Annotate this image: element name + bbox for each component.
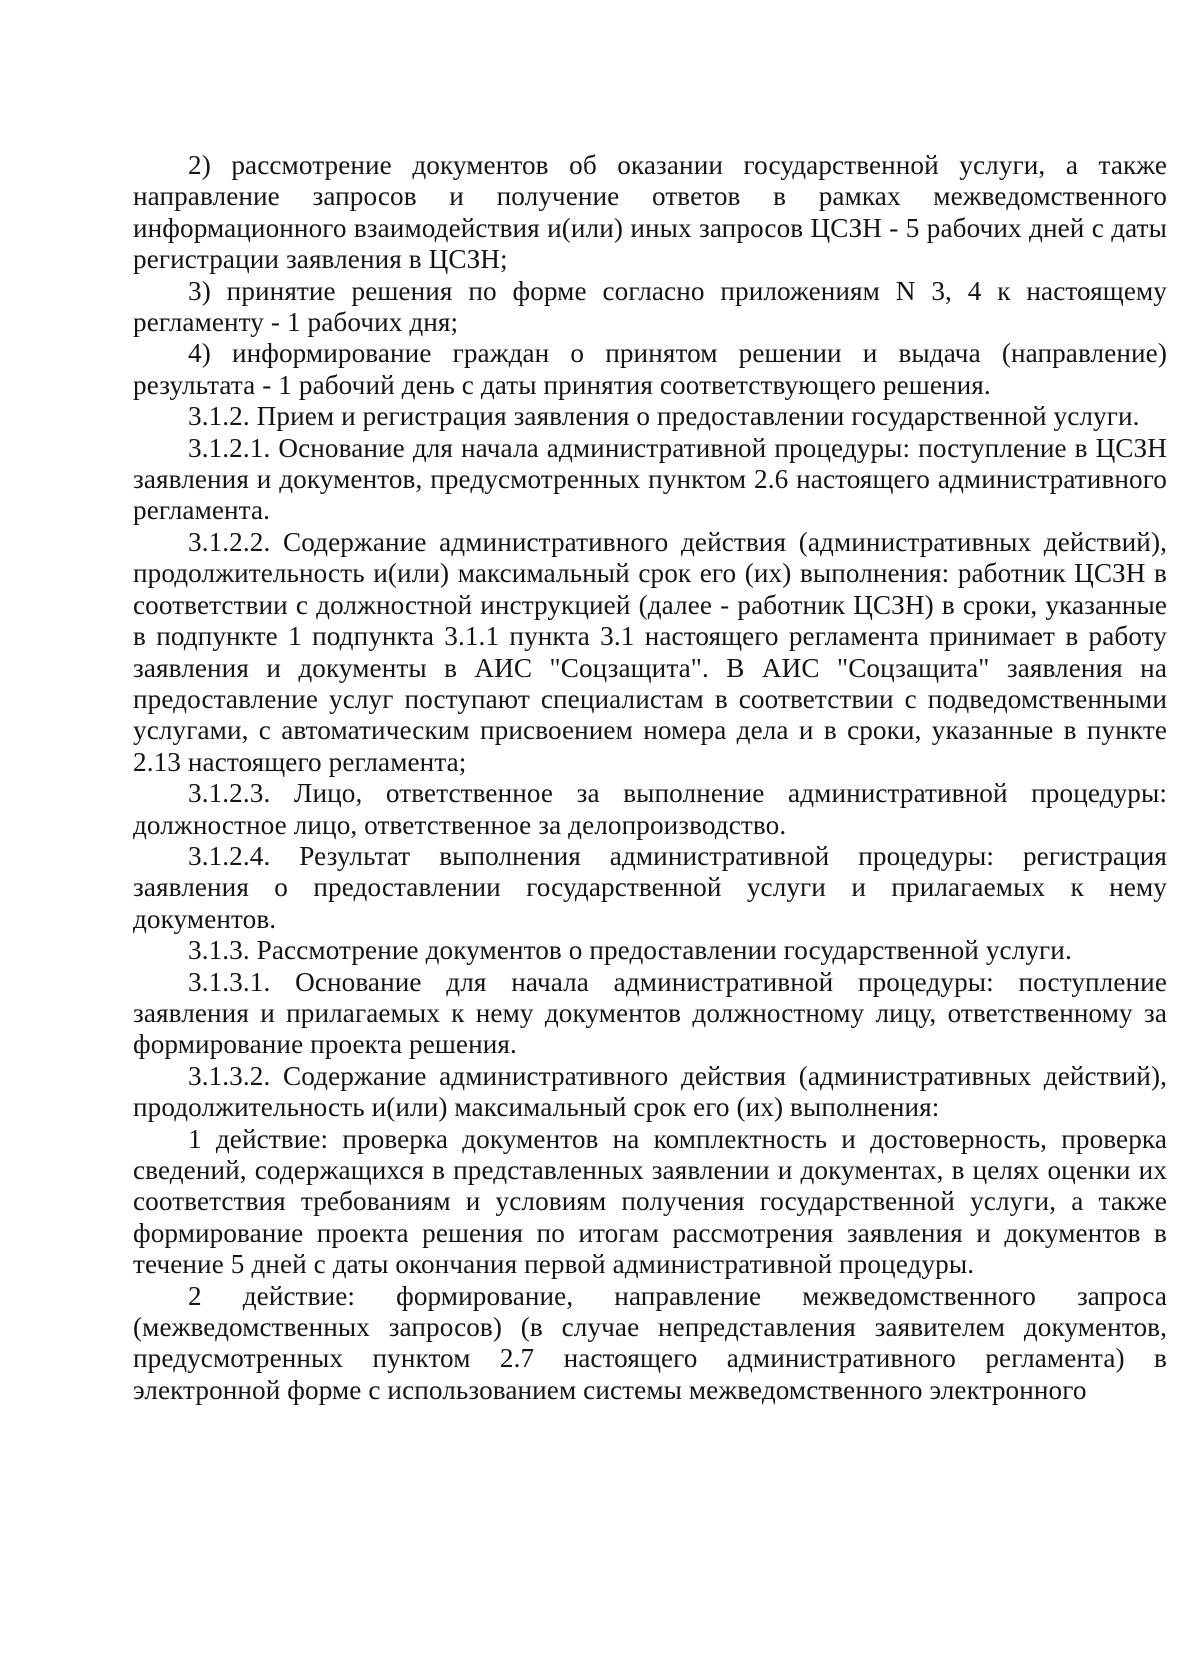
paragraph-3-1-2-3: 3.1.2.3. Лицо, ответственное за выполнение административной процедуры: должностное лицо, ответственное за делопроизводство. [133,778,1167,840]
paragraph-3-1-3-2: 3.1.3.2. Содержание административного действия (административных действий), продолжительность и(или) максимальный срок его (их) выполнения: [133,1060,1167,1123]
document-body [133,150,1167,1406]
paragraph-3-1-3-1: 3.1.3.1. Основание для начала административной процедуры: поступление заявления и прилагаемых к нему документов должностному лицу, ответственному за формирование проекта решения. [133,966,1167,1060]
paragraph-3-1-2: 3.1.2. Прием и регистрация заявления о предоставлении государственной услуги. [188,401,1140,432]
paragraph-action-1: 1 действие: проверка документов на комплектность и достоверность, проверка сведений, содержащихся в представленных заявлении и документах, в целях оценки их соответствия требованиям и условиям получения государственной услуги, а также формирование проекта решения по итогам рассмотрения заявления и документов в течение 5 дней с даты окончания первой административной процедуры. [133,1123,1167,1280]
paragraph-stage-3: 3) принятие решения по форме согласно приложениям N 3, 4 к настоящему регламенту - 1 рабочих дня; [133,275,1167,338]
paragraph-3-1-3: 3.1.3. Рассмотрение документов о предоставлении государственной услуги. [188,935,1072,966]
paragraph-3-1-2-4: 3.1.2.4. Результат выполнения административной процедуры: регистрация заявления о предоставлении государственной услуги и прилагаемых к нему документов. [133,840,1167,934]
paragraph-3-1-2-2: 3.1.2.2. Содержание административного действия (административных действий), продолжительность и(или) максимальный срок его (их) выполнения: работник ЦСЗН в соответствии с должностной инструкцией (далее - работник ЦСЗН) в сроки, указанные в подпункте 1 подпункта 3.1.1 пункта 3.1 настоящего регламента принимает в работу заявления и документы в АИС "Соцзащита". В АИС "Соцзащита" заявления на предоставление услуг поступают специалистам в соответствии с подведомственными услугами, с автоматическим присвоением номера дела и в сроки, указанные в пункте 2.13 настоящего регламента; [133,526,1167,777]
paragraph-action-2: 2 действие: формирование, направление межведомственного запроса (межведомственных запросов) (в случае непредставления заявителем документов, предусмотренных пунктом 2.7 настоящего административного регламента) в электронной форме с использованием системы межведомственного электронного [133,1280,1167,1405]
paragraph-stage-2: 2) рассмотрение документов об оказании государственной услуги, а также направление запросов и получение ответов в рамках межведомственного информационного взаимодействия и(или) иных запросов ЦСЗН - 5 рабочих дней с даты регистрации заявления в ЦСЗН; [133,150,1167,275]
paragraph-3-1-2-1: 3.1.2.1. Основание для начала административной процедуры: поступление в ЦСЗН заявления и документов, предусмотренных пунктом 2.6 настоящего административного регламента. [133,432,1167,526]
paragraph-stage-4: 4) информирование граждан о принятом решении и выдача (направление) результата - 1 рабочий день с даты принятия соответствующего решения. [133,338,1167,400]
